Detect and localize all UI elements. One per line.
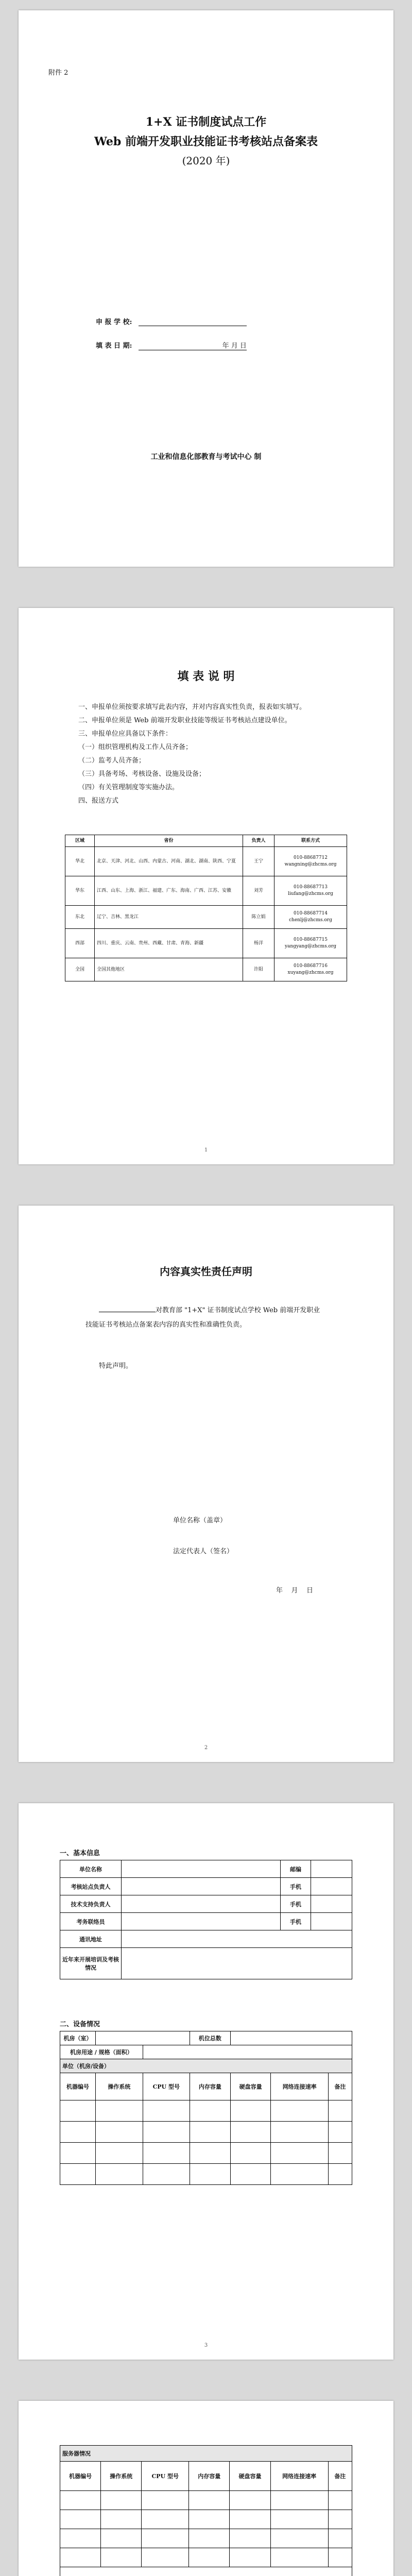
info-label: 单位名称	[60, 1860, 122, 1878]
info-value[interactable]	[122, 1913, 281, 1930]
info-value-right[interactable]	[311, 1878, 352, 1895]
contact-row	[65, 906, 347, 929]
contact-provinces: 全国其他地区	[95, 958, 243, 981]
contact-phone: 010-88687713	[293, 885, 328, 890]
cover-issuer: 工业和信息化部教育与考试中心 制	[150, 453, 262, 461]
info-row	[60, 1895, 352, 1913]
contact-table	[65, 835, 347, 981]
info-row	[60, 1878, 352, 1895]
info-label: 通讯地址	[60, 1930, 122, 1948]
equip-header: 网络连接速率	[271, 2073, 328, 2100]
instruction-para: 一、申报单位须按要求填写此表内容，并对内容真实性负责，报表如实填写。	[78, 703, 306, 711]
contact-info	[274, 876, 347, 906]
contact-phone: 010-88687714	[293, 911, 328, 916]
server-header: 内存容量	[189, 2462, 230, 2491]
page-number: 2	[204, 1745, 208, 1751]
instruction-para: 二、申报单位须是 Web 前端开发职业技能等级证书考核站点建设单位。	[78, 717, 291, 724]
contact-info	[274, 847, 347, 876]
contact-email[interactable]: chenlj@zhcms.org	[289, 918, 332, 923]
basic-info-page	[19, 1803, 393, 2360]
room-value[interactable]	[96, 2031, 190, 2045]
contact-provinces: 江西、山东、上海、浙江、福建、广东、海南、广西、江苏、安徽	[95, 876, 243, 906]
info-row	[60, 1948, 352, 1979]
contact-header-provinces: 省份	[95, 835, 243, 847]
instruction-para: （四）有关管理制度等实施办法。	[78, 784, 179, 791]
instruction-para: （二）监考人员齐备；	[78, 757, 146, 765]
contact-phone: 010-88687715	[293, 937, 328, 942]
instructions-page	[19, 608, 393, 1164]
instructions-body	[65, 701, 347, 808]
date-label: 填 表 日 期:	[96, 342, 132, 350]
contact-phone: 010-88687716	[293, 963, 328, 969]
contact-region: 西部	[65, 929, 95, 958]
statement-title: 内容真实性责任声明	[160, 1265, 252, 1278]
contact-provinces: 北京、天津、河北、山西、内蒙古、河南、湖北、湖南、陕西、宁夏	[95, 847, 243, 876]
info-row	[60, 1913, 352, 1930]
server-table	[60, 2445, 352, 2576]
info-value[interactable]	[122, 1948, 352, 1979]
contact-region: 华东	[65, 876, 95, 906]
contact-header-phone: 联系方式	[274, 835, 347, 847]
contact-info	[274, 906, 347, 929]
statement-text: 对教育部 "1+X" 证书制度试点学校 Web 前端开发职业技能证书考核站点备案表内容的真实性和准确性负责。	[85, 1307, 320, 1329]
sign-unit: 单位名称（盖章）	[173, 1517, 227, 1524]
statement-date: 年 月 日	[276, 1587, 314, 1595]
contact-header-person: 负责人	[243, 835, 274, 847]
contact-email[interactable]: yangyang@zhcms.org	[284, 944, 337, 949]
cover-title-line1: 1+X 证书制度试点工作	[145, 115, 267, 129]
school-field	[96, 316, 247, 326]
instruction-para: 三、申报单位应具备以下条件：	[78, 730, 173, 738]
contact-person: 刘芳	[243, 876, 274, 906]
equip-header: 机器编号	[60, 2073, 96, 2100]
contact-row	[65, 876, 347, 906]
equip-header: CPU 型号	[143, 2073, 190, 2100]
contact-info	[274, 929, 347, 958]
instruction-para: （三）具备考场、考核设备、设施及设备；	[78, 770, 206, 778]
server-page	[19, 2401, 393, 2576]
contact-row	[65, 929, 347, 958]
info-label-right: 手机	[281, 1913, 311, 1930]
info-label: 技术支持负责人	[60, 1895, 122, 1913]
info-row	[60, 1860, 352, 1878]
info-value-right[interactable]	[311, 1860, 352, 1878]
info-value[interactable]	[122, 1860, 281, 1878]
server-header: 备注	[328, 2462, 352, 2491]
attachment-label: 附件 2	[48, 69, 68, 77]
equip-header: 内存容量	[190, 2073, 230, 2100]
instruction-para: 四、报送方式	[78, 797, 119, 805]
page-number: 1	[204, 1147, 208, 1153]
server-row[interactable]	[60, 2529, 352, 2548]
school-input-line[interactable]	[139, 318, 247, 326]
contact-provinces: 四川、重庆、云南、贵州、西藏、甘肃、青海、新疆	[95, 929, 243, 958]
cover-year: (2020 年)	[182, 155, 230, 167]
server-title: 服务器情况	[60, 2446, 352, 2462]
contact-person: 王宁	[243, 847, 274, 876]
equip-row[interactable]	[60, 2164, 352, 2185]
contact-header-region: 区域	[65, 835, 95, 847]
contact-region: 东北	[65, 906, 95, 929]
contact-provinces: 辽宁、吉林、黑龙江	[95, 906, 243, 929]
statement-page	[19, 1206, 393, 1762]
info-label: 近年来开展培训及考核情况	[60, 1948, 122, 1979]
sign-legal: 法定代表人（签名）	[173, 1548, 234, 1555]
server-row[interactable]	[60, 2548, 352, 2567]
info-label: 考务联络员	[60, 1913, 122, 1930]
contact-person: 许阳	[243, 958, 274, 981]
info-label-right: 手机	[281, 1895, 311, 1913]
equip-header: 硬盘容量	[230, 2073, 271, 2100]
contact-email[interactable]: liufang@zhcms.org	[288, 891, 333, 896]
contact-info	[274, 958, 347, 981]
instruction-para: （一）组织管理机构及工作人员齐备；	[78, 743, 193, 751]
equip-row[interactable]	[60, 2100, 352, 2122]
contact-person: 陈立娟	[243, 906, 274, 929]
equip-row[interactable]	[60, 2122, 352, 2143]
statement-blank[interactable]	[99, 1304, 156, 1312]
cover-title-line2: Web 前端开发职业技能证书考核站点备案表	[94, 135, 318, 148]
contact-row	[65, 958, 347, 981]
date-placeholder: 年 月 日	[222, 342, 247, 350]
section1-title: 一、基本信息	[60, 1850, 100, 1857]
date-input-line[interactable]	[139, 340, 247, 350]
room-total-label: 机位总数	[190, 2031, 230, 2045]
equip-header: 备注	[328, 2073, 352, 2100]
room-total-value[interactable]	[230, 2031, 352, 2045]
contact-phone: 010-88687712	[293, 855, 328, 860]
instructions-heading: 填 表 说 明	[177, 670, 235, 683]
equipment-table	[60, 2031, 352, 2185]
info-label-right: 手机	[281, 1878, 311, 1895]
school-label: 申 报 学 校:	[96, 318, 132, 326]
contact-person: 杨洋	[243, 929, 274, 958]
info-value-right[interactable]	[311, 1913, 352, 1930]
server-header: 机器编号	[60, 2462, 101, 2491]
server-row[interactable]	[60, 2510, 352, 2529]
statement-closing: 特此声明。	[99, 1362, 133, 1370]
room-spec-label: 机房用途 / 规格（面积）	[60, 2045, 143, 2059]
contact-email[interactable]: wangning@zhcms.org	[284, 862, 337, 867]
statement-body	[85, 1303, 327, 1332]
server-header: 硬盘容量	[230, 2462, 270, 2491]
server-header: 网络连接速率	[270, 2462, 328, 2491]
contact-region: 华北	[65, 847, 95, 876]
contact-row	[65, 847, 347, 876]
contact-email[interactable]: xuyang@zhcms.org	[287, 970, 334, 975]
cover-page	[19, 10, 393, 567]
info-value[interactable]	[122, 1895, 281, 1913]
date-field	[96, 340, 247, 350]
info-label-right: 邮编	[281, 1860, 311, 1878]
basic-info-table	[60, 1860, 352, 1979]
equip-row[interactable]	[60, 2143, 352, 2164]
info-row	[60, 1930, 352, 1948]
section2-title: 二、设备情况	[60, 2021, 100, 2028]
info-value-right[interactable]	[311, 1895, 352, 1913]
server-header: 操作系统	[101, 2462, 142, 2491]
room-label: 机房（室）	[60, 2031, 96, 2045]
contact-region: 全国	[65, 958, 95, 981]
server-row[interactable]	[60, 2491, 352, 2510]
info-value[interactable]	[122, 1878, 281, 1895]
server-header: CPU 型号	[142, 2462, 189, 2491]
server-notes-area[interactable]	[60, 2567, 352, 2576]
page-number: 3	[204, 2343, 208, 2348]
info-label: 考核站点负责人	[60, 1878, 122, 1895]
room-spec-value[interactable]	[143, 2045, 352, 2059]
room-sub-label: 单位（机房/设备）	[60, 2059, 352, 2073]
info-value[interactable]	[122, 1930, 352, 1948]
equip-header: 操作系统	[96, 2073, 143, 2100]
